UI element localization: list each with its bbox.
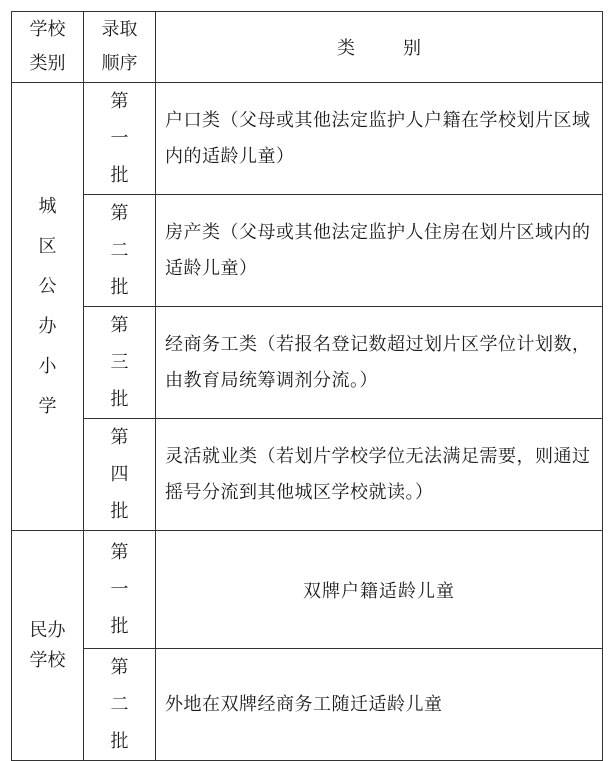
header-admission-order	[84, 12, 156, 83]
admission-order-table	[11, 11, 603, 761]
school-type-label: 城区公办小学	[38, 195, 57, 417]
table-row	[12, 195, 603, 307]
header-admission-order-line2: 顺序	[101, 53, 138, 74]
batch-cell	[84, 419, 156, 531]
category-cell: 经商务工类（若报名登记数超过划片区学位计划数，由教育局统筹调剂分流。）	[156, 307, 603, 419]
batch-cell	[84, 307, 156, 419]
batch-label: 第二批	[110, 657, 129, 752]
batch-cell	[84, 83, 156, 195]
header-school-type-line2: 类别	[29, 53, 66, 74]
batch-label: 第四批	[110, 427, 129, 522]
header-school-type	[12, 12, 84, 83]
batch-label: 第二批	[110, 203, 129, 298]
school-type-public-urban	[12, 83, 84, 531]
header-admission-order-line1: 录取	[101, 19, 138, 40]
batch-label: 第三批	[110, 315, 129, 410]
table-row	[12, 531, 603, 649]
header-category-char2: 别	[403, 38, 421, 59]
table-row	[12, 307, 603, 419]
table-row	[12, 419, 603, 531]
header-school-type-line1: 学校	[29, 19, 66, 40]
batch-cell	[84, 195, 156, 307]
batch-label: 第一批	[110, 542, 129, 637]
category-cell: 灵活就业类（若划片学校学位无法满足需要，则通过摇号分流到其他城区学校就读。）	[156, 419, 603, 531]
header-category-char1: 类	[337, 38, 355, 59]
batch-cell	[84, 531, 156, 649]
school-type-label: 民办学校	[29, 619, 66, 671]
header-category	[156, 12, 603, 83]
category-cell: 双牌户籍适龄儿童	[156, 531, 603, 649]
table-row	[12, 83, 603, 195]
category-cell: 户口类（父母或其他法定监护人户籍在学校划片区域内的适龄儿童）	[156, 83, 603, 195]
table-header-row	[12, 12, 603, 83]
category-cell: 房产类（父母或其他法定监护人住房在划片区域内的适龄儿童）	[156, 195, 603, 307]
batch-label: 第一批	[110, 91, 129, 186]
school-type-private	[12, 531, 84, 761]
category-cell: 外地在双牌经商务工随迁适龄儿童	[156, 649, 603, 761]
